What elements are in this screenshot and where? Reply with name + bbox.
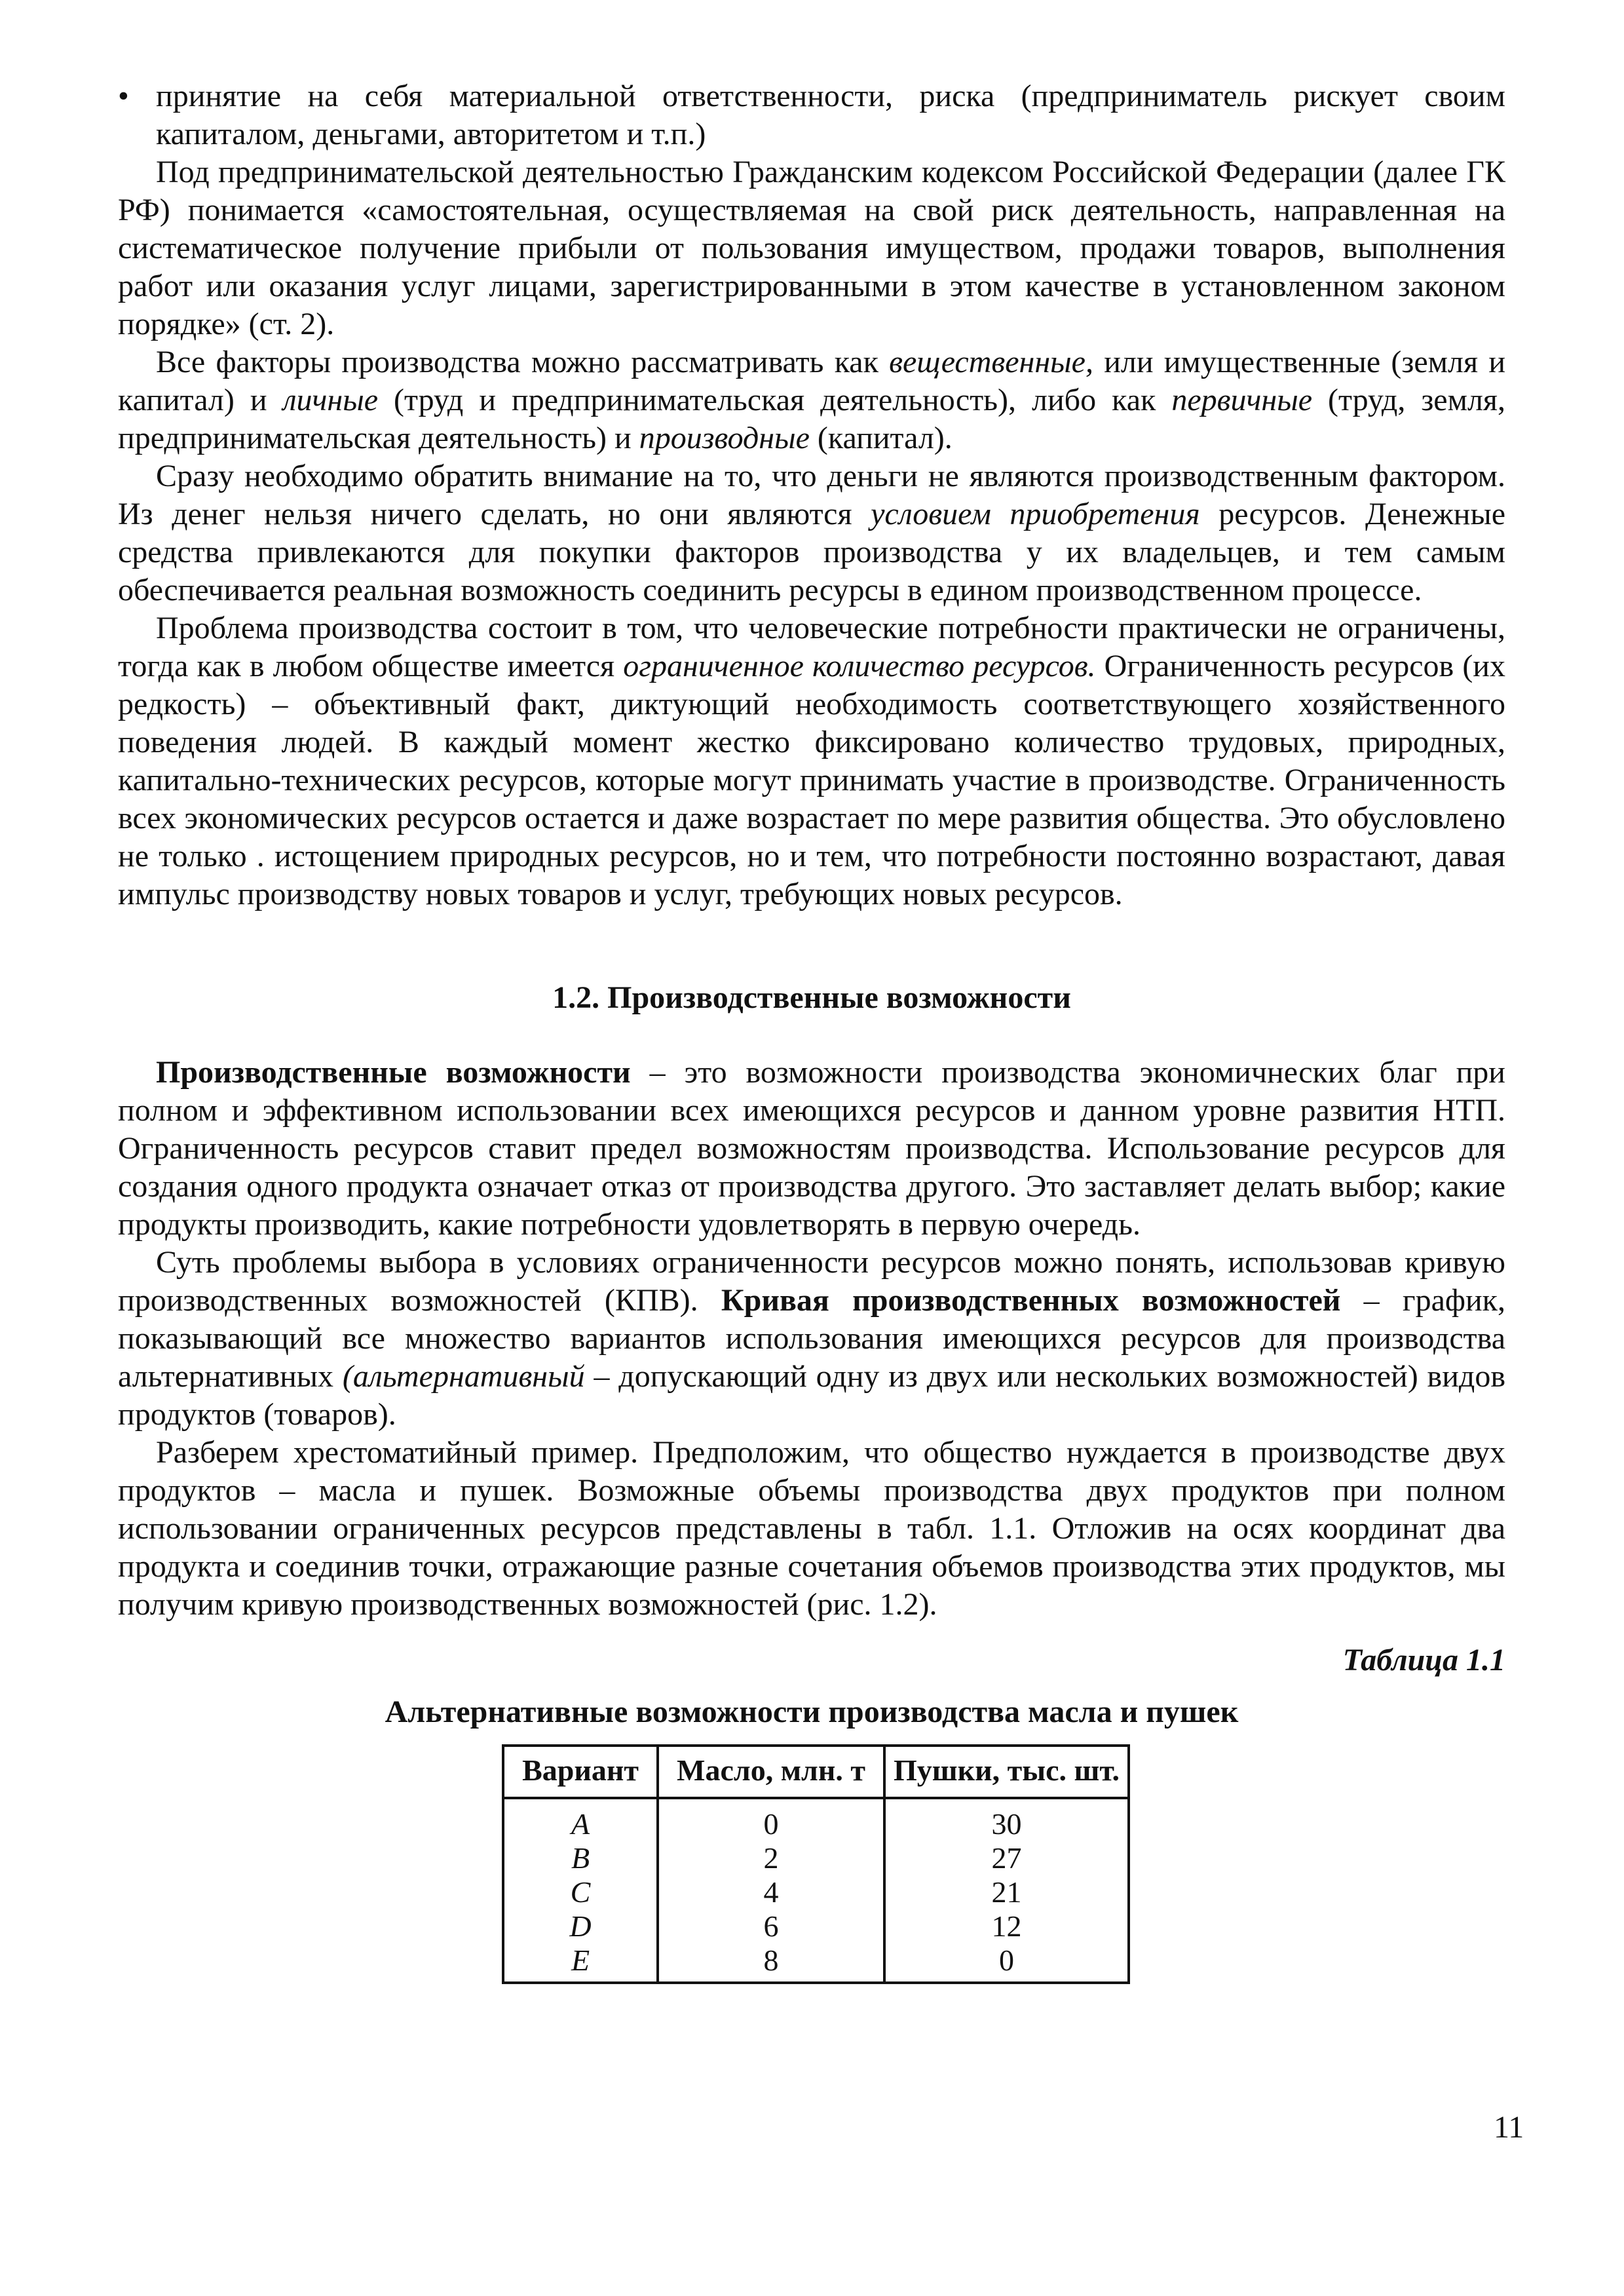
body-text-section <box>118 1054 1505 1624</box>
table-cell: B <box>503 1841 658 1875</box>
table-title: Альтернативные возможности производства масла и пушек <box>385 1694 1239 1729</box>
bullet-icon: • <box>118 79 129 113</box>
term-derived: производные <box>639 421 810 455</box>
table-cell: 12 <box>884 1909 1129 1943</box>
term-production-possibilities: Производственные возможности <box>156 1055 631 1090</box>
table-header-variant: Вариант <box>503 1746 658 1798</box>
paragraph-gk-rf: Под предпринимательской деятельностью Гражданским кодексом Российской Федерации (далее ГК РФ) понимается «самостоятельная, осуществляемая на свой риск деятельность, направленная на систематическое получение прибыли от пользования имуществом, продажи товаров, выполнения работ или оказания услуг лицами, зарегистрированными в этом качестве в установленном законом порядке» (ст. 2). <box>118 155 1505 341</box>
body-text-top <box>118 77 1505 913</box>
table-header-row <box>503 1746 1129 1798</box>
table-header-butter: Масло, млн. т <box>658 1746 884 1798</box>
table-cell: 8 <box>658 1943 884 1983</box>
term-material: вещественные, <box>889 345 1093 379</box>
table-cell: 27 <box>884 1841 1129 1875</box>
table-row <box>503 1943 1129 1983</box>
table-row <box>503 1841 1129 1875</box>
paragraph-ppc: Суть проблемы выбора в условиях ограниченности ресурсов можно понять, использовав кривую производственных возможностей (КПВ). Кривая производственных возможностей – график, показывающий все множество вариантов использования имеющихся ресурсов для производства альтернативных (альтернативный – допускающий одну из двух или нескольких возможностей) видов продуктов (товаров). <box>118 1245 1505 1432</box>
table-cell: 2 <box>658 1841 884 1875</box>
table-cell: 4 <box>658 1875 884 1909</box>
page-number: 11 <box>1494 2110 1524 2145</box>
term-primary: первичные <box>1171 383 1313 417</box>
table-number: Таблица 1.1 <box>1342 1643 1505 1677</box>
table-cell: 0 <box>658 1798 884 1841</box>
bullet-text: принятие на себя материальной ответственности, риска (предприниматель рискует своим капиталом, деньгами, авторитетом и т.п.) <box>156 79 1505 151</box>
table-cell: C <box>503 1875 658 1909</box>
paragraph-definition: Производственные возможности – это возможности производства экономичнеских благ при полном и эффективном использовании всех имеющихся ресурсов и данном уровне развития НТП. Ограниченность ресурсов ставит предел возможностям производства. Использование ресурсов для создания одного продукта означает отказ от производства другого. Это заставляет делать выбор; какие продукты производить, какие потребности удовлетворять в первую очередь. <box>118 1055 1505 1242</box>
paragraph-example: Разберем хрестоматийный пример. Предположим, что общество нуждается в производстве двух продуктов – масла и пушек. Возможные объемы производства двух продуктов при полном использовании ограниченных ресурсов представлены в табл. 1.1. Отложив на осях координат два продукта и соединив точки, отражающие разные сочетания объемов производства этих продуктов, мы получим кривую производственных возможностей (рис. 1.2). <box>118 1435 1505 1622</box>
term-acquisition-condition: условием приобретения <box>871 497 1200 531</box>
table-cell: 0 <box>884 1943 1129 1983</box>
paragraph-scarcity: Проблема производства состоит в том, что человеческие потребности практически не ограничены, тогда как в любом обществе имеется ограниченное количество ресурсов. Ограниченность ресурсов (их редкость) – объективный факт, диктующий необходимость соответствующего хозяйственного поведения людей. В каждый момент жестко фиксировано количество трудовых, природных, капитально-технических ресурсов, которые могут принимать участие в производстве. Ограниченность всех экономических ресурсов остается и даже возрастает по мере развития общества. Это обусловлено не только . истощением природных ресурсов, но и тем, что потребности постоянно возрастают, давая импульс производству новых товаров и услуг, требующих новых ресурсов. <box>118 611 1505 911</box>
term-limited-resources: ограниченное количество ресурсов. <box>623 649 1096 683</box>
paragraph-factors: Все факторы производства можно рассматривать как вещественные, или имущественные (земля и капитал) и личные (труд и предпринимательская деятельность), либо как первичные (труд, земля, предпринимательская деятельность) и производные (капитал). <box>118 345 1506 455</box>
table-row <box>503 1909 1129 1943</box>
table-header-guns: Пушки, тыс. шт. <box>884 1746 1129 1798</box>
term-ppc: Кривая производственных возможностей <box>721 1283 1341 1318</box>
paragraph-money: Сразу необходимо обратить внимание на то, что деньги не являются производственным фактором. Из денег нельзя ничего сделать, но они являются условием приобретения ресурсов. Денежные средства привлекаются для покупки факторов производства у их владельцев, и тем самым обеспечивается реальная возможность соединить ресурсы в едином производственном процессе. <box>118 459 1506 607</box>
table-row <box>503 1875 1129 1909</box>
table-cell: 30 <box>884 1798 1129 1841</box>
table-cell: A <box>503 1798 658 1841</box>
term-personal: личные <box>282 383 379 417</box>
table-cell: 21 <box>884 1875 1129 1909</box>
section-heading: 1.2. Производственные возможности <box>552 980 1071 1015</box>
bullet-item <box>118 77 1505 153</box>
table-cell: 6 <box>658 1909 884 1943</box>
term-alternative: (альтернативный <box>342 1359 585 1394</box>
production-table <box>502 1744 1130 1984</box>
table-row <box>503 1798 1129 1841</box>
table-cell: D <box>503 1909 658 1943</box>
table-cell: E <box>503 1943 658 1983</box>
